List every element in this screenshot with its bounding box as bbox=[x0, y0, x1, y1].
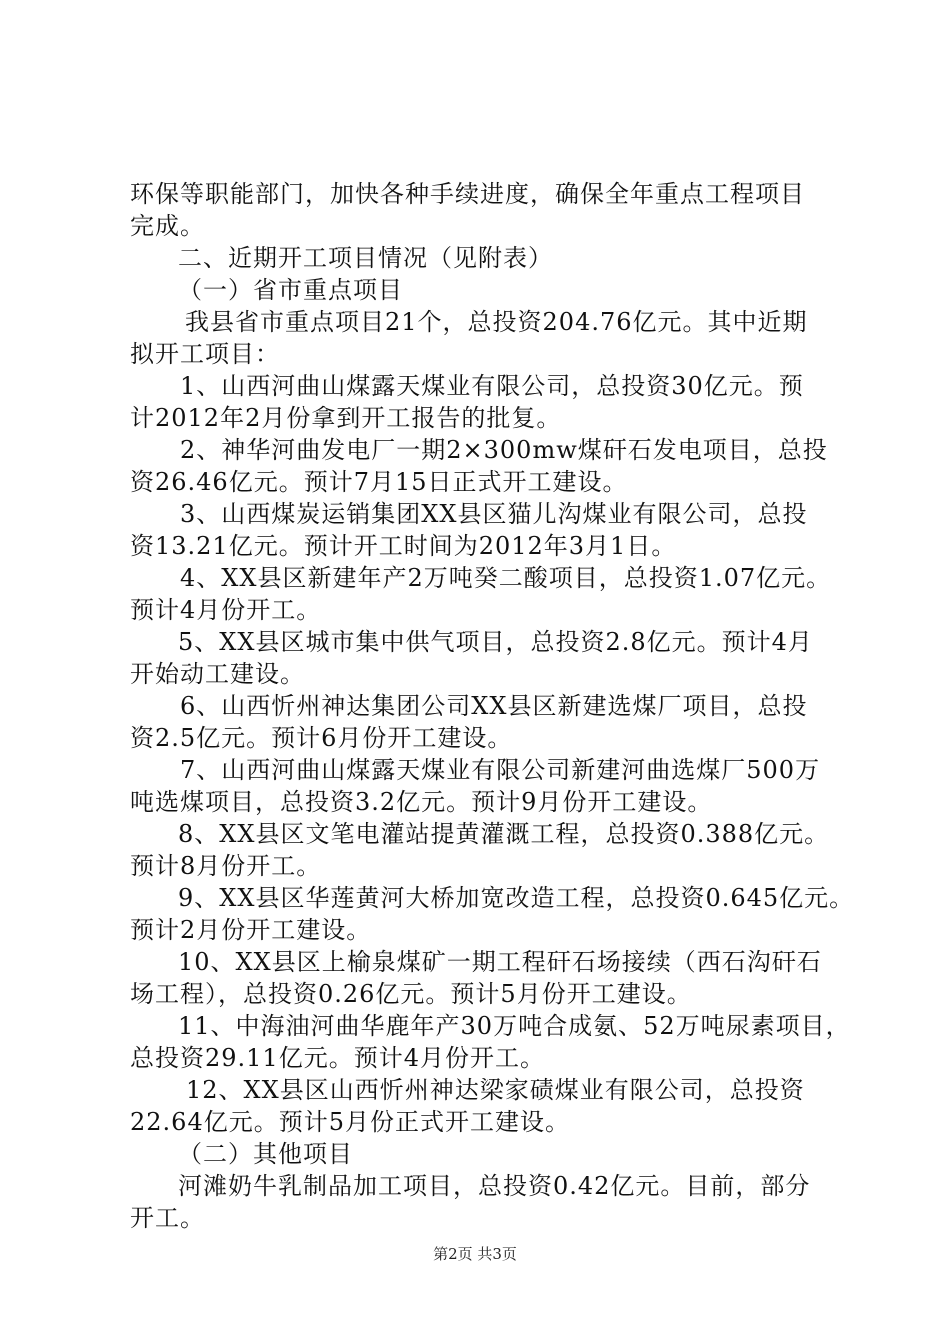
project-item-line: 10、XX县区上榆泉煤矿一期工程矸石场接续（西石沟矸石 bbox=[178, 948, 822, 976]
subsection-heading: （一）省市重点项目 bbox=[178, 276, 403, 304]
project-item-line: 资2.5亿元。预计6月份开工建设。 bbox=[130, 724, 513, 752]
project-item-line: 3、山西煤炭运销集团XX县区猫儿沟煤业有限公司，总投 bbox=[180, 500, 808, 528]
paragraph-line: 环保等职能部门，加快各种手续进度，确保全年重点工程项目 bbox=[130, 180, 805, 208]
project-item-line: 4、XX县区新建年产2万吨癸二酸项目，总投资1.07亿元。 bbox=[180, 564, 832, 592]
project-item-line: 场工程），总投资0.26亿元。预计5月份开工建设。 bbox=[130, 980, 692, 1008]
project-item-line: 开始动工建设。 bbox=[130, 660, 305, 688]
project-item-line: 9、XX县区华莲黄河大桥加宽改造工程，总投资0.645亿元。 bbox=[178, 884, 855, 912]
project-item-line: 1、山西河曲山煤露天煤业有限公司，总投资30亿元。预 bbox=[180, 372, 804, 400]
project-item-line: 7、山西河曲山煤露天煤业有限公司新建河曲选煤厂500万 bbox=[180, 756, 821, 784]
project-item-line: 8、XX县区文笔电灌站提黄灌溉工程，总投资0.388亿元。 bbox=[178, 820, 830, 848]
project-item-line: 计2012年2月份拿到开工报告的批复。 bbox=[130, 404, 562, 432]
project-item-line: 11、中海油河曲华鹿年产30万吨合成氨、52万吨尿素项目， bbox=[178, 1012, 851, 1040]
section-heading: 二、近期开工项目情况（见附表） bbox=[178, 244, 553, 272]
paragraph-line: 河滩奶牛乳制品加工项目，总投资0.42亿元。目前，部分 bbox=[178, 1172, 811, 1200]
paragraph-line: 拟开工项目： bbox=[130, 340, 280, 368]
project-item-line: 6、山西忻州神达集团公司XX县区新建选煤厂项目，总投 bbox=[180, 692, 808, 720]
project-item-line: 22.64亿元。预计5月份正式开工建设。 bbox=[130, 1108, 570, 1136]
paragraph-line: 开工。 bbox=[130, 1204, 205, 1232]
subsection-heading: （二）其他项目 bbox=[178, 1140, 353, 1168]
project-item-line: 资13.21亿元。预计开工时间为2012年3月1日。 bbox=[130, 532, 677, 560]
project-item-line: 吨选煤项目，总投资3.2亿元。预计9月份开工建设。 bbox=[130, 788, 713, 816]
project-item-line: 资26.46亿元。预计7月15日正式开工建设。 bbox=[130, 468, 628, 496]
project-item-line: 预计8月份开工。 bbox=[130, 852, 322, 880]
paragraph-line: 完成。 bbox=[130, 212, 205, 240]
project-item-line: 12、XX县区山西忻州神达梁家碛煤业有限公司，总投资 bbox=[186, 1076, 805, 1104]
project-item-line: 2、神华河曲发电厂一期2×300mw煤矸石发电项目，总投 bbox=[180, 436, 828, 464]
project-item-line: 5、XX县区城市集中供气项目，总投资2.8亿元。预计4月 bbox=[178, 628, 813, 656]
project-item-line: 预计2月份开工建设。 bbox=[130, 916, 372, 944]
project-item-line: 总投资29.11亿元。预计4月份开工。 bbox=[130, 1044, 545, 1072]
paragraph-line: 我县省市重点项目21个，总投资204.76亿元。其中近期 bbox=[185, 308, 808, 336]
project-item-line: 预计4月份开工。 bbox=[130, 596, 322, 624]
page-number-footer: 第2页 共3页 bbox=[433, 1245, 517, 1263]
